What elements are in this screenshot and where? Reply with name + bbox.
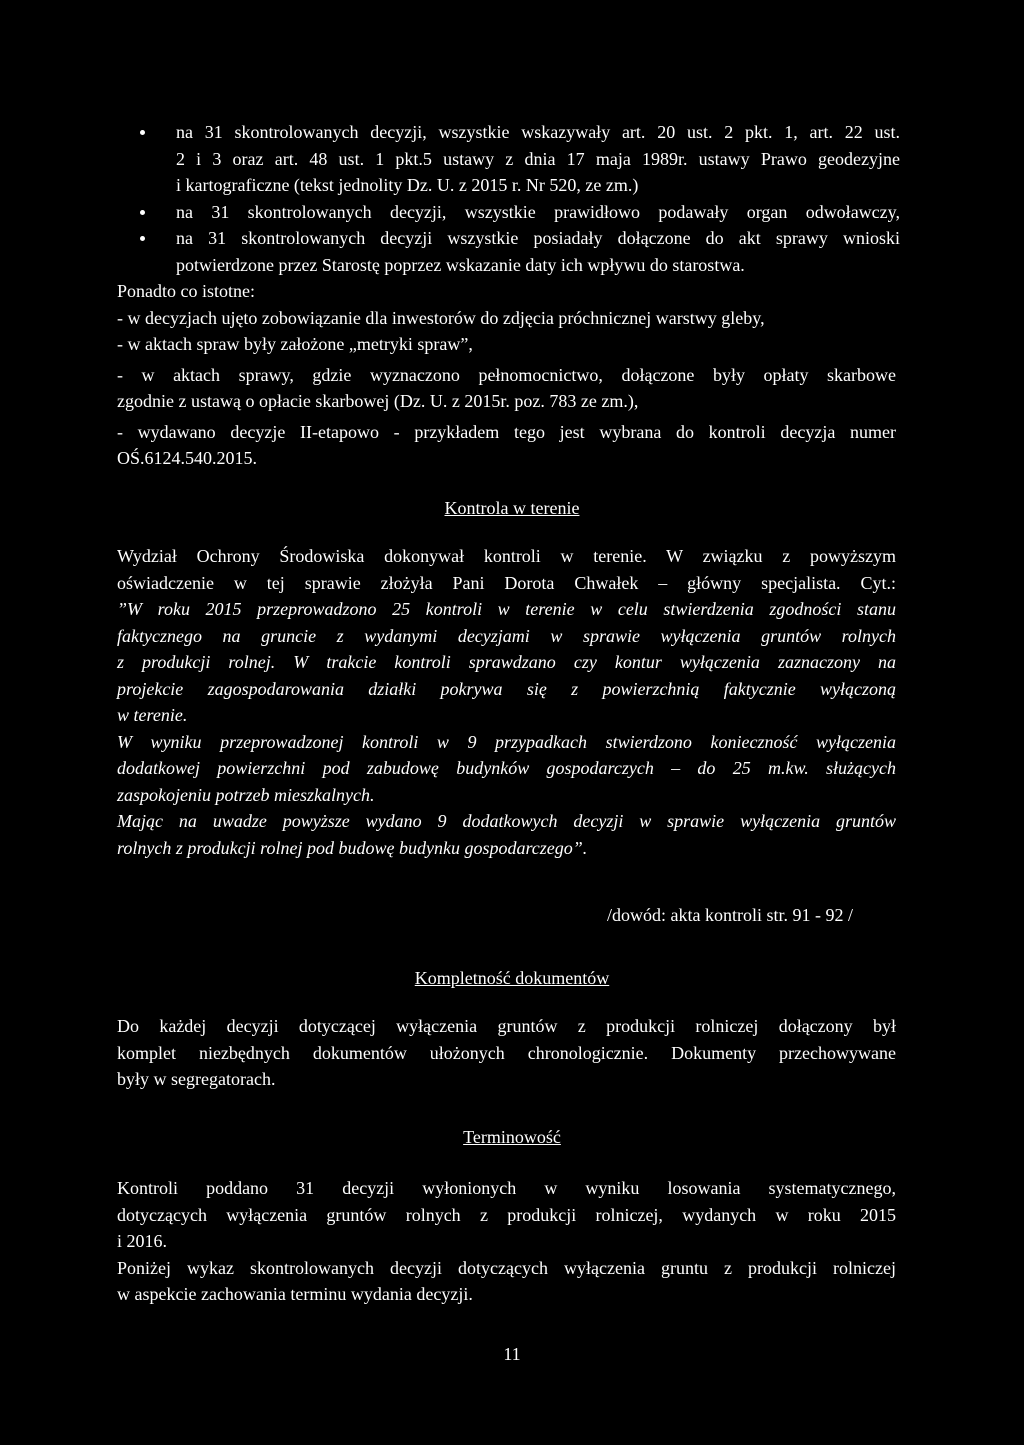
text-line: na 31 skontrolowanych decyzji wszystkie posiadały dołączone do akt sprawy wnioski bbox=[176, 228, 900, 248]
text-line: w aspekcie zachowania terminu wydania decyzji. bbox=[117, 1284, 473, 1304]
text-line: Kontroli poddano 31 decyzji wyłonionych w wyniku losowania systematycznego, bbox=[117, 1178, 896, 1198]
note-item-cont: OŚ.6124.540.2015. bbox=[117, 448, 258, 468]
list-item bbox=[140, 199, 900, 226]
text-line: Wydział Ochrony Środowiska dokonywał kontroli w terenie. W związku z powyższym bbox=[117, 546, 896, 566]
timeliness-text bbox=[117, 1175, 896, 1308]
quote-line: w terenie. bbox=[117, 705, 188, 725]
findings-list bbox=[140, 119, 900, 278]
note-item: - wydawano decyzje II-etapowo - przykładem tego jest wybrana do kontroli decyzja numer bbox=[117, 421, 896, 442]
quote-line: dodatkowej powierzchni pod zabudowę budynków gospodarczych – do 25 m.kw. służących bbox=[117, 758, 896, 778]
text-line: dotyczących wyłączenia gruntów rolnych z produkcji rolniczej, wydanych w roku 2015 bbox=[117, 1204, 896, 1225]
text-line: potwierdzone przez Starostę poprzez wskazanie daty ich wpływu do starostwa. bbox=[176, 254, 745, 275]
note-item: - w decyzjach ujęto zobowiązanie dla inwestorów do zdjęcia próchnicznej warstwy gleby, bbox=[117, 307, 765, 328]
text-line: Do każdej decyzji dotyczącej wyłączenia gruntów z produkcji rolniczej dołączony był bbox=[117, 1016, 896, 1036]
quote-line: W wyniku przeprowadzonej kontroli w 9 przypadkach stwierdzono konieczność wyłączenia bbox=[117, 731, 896, 752]
quote-line: ”W roku 2015 przeprowadzono 25 kontroli w terenie w celu stwierdzenia zgodności stanu bbox=[117, 599, 896, 619]
text-line: Poniżej wykaz skontrolowanych decyzji dotyczących wyłączenia gruntu z produkcji rolniczej bbox=[117, 1257, 896, 1278]
notes-block bbox=[117, 278, 896, 472]
quote-line: faktycznego na gruncie z wydanymi decyzjami w sprawie wyłączenia gruntów rolnych bbox=[117, 625, 896, 646]
quote-line: Mając na uwadze powyższe wydano 9 dodatkowych decyzji w sprawie wyłączenia gruntów bbox=[117, 811, 896, 831]
list-item bbox=[140, 119, 900, 199]
quote-line: rolnych z produkcji rolnej pod budowę budynku gospodarczego”. bbox=[117, 837, 588, 858]
heading-timeliness: Terminowość bbox=[463, 1127, 561, 1147]
text-line: i 2016. bbox=[117, 1231, 168, 1251]
notes-intro: Ponadto co istotne: bbox=[117, 281, 255, 301]
text-line: oświadczenie w tej sprawie złożyła Pani Dorota Chwałek – główny specjalista. Cyt.: bbox=[117, 572, 896, 593]
note-item: - w aktach spraw były założone „metryki spraw”, bbox=[117, 334, 473, 354]
note-item-cont: zgodnie z ustawą o opłacie skarbowej (Dz. U. z 2015r. poz. 783 ze zm.), bbox=[117, 391, 639, 411]
text-line: komplet niezbędnych dokumentów ułożonych chronologicznie. Dokumenty przechowywane bbox=[117, 1042, 896, 1063]
heading-field-inspection: Kontrola w terenie bbox=[444, 498, 580, 518]
evidence-reference: /dowód: akta kontroli str. 91 - 92 / bbox=[607, 905, 853, 925]
note-item: - w aktach sprawy, gdzie wyznaczono pełnomocnictwo, dołączone były opłaty skarbowe bbox=[117, 364, 896, 385]
text-line: na 31 skontrolowanych decyzji, wszystkie wskazywały art. 20 ust. 2 pkt. 1, art. 22 ust. bbox=[176, 122, 900, 142]
quote-line: zaspokojeniu potrzeb mieszkalnych. bbox=[117, 784, 375, 805]
quote-block bbox=[117, 596, 896, 861]
quote-line: z produkcji rolnej. W trakcie kontroli sprawdzano czy kontur wyłączenia zaznaczony na bbox=[117, 652, 896, 672]
page-number: 11 bbox=[503, 1344, 521, 1364]
text-line: były w segregatorach. bbox=[117, 1069, 276, 1089]
field-inspection-text bbox=[117, 543, 896, 596]
completeness-text bbox=[117, 1013, 896, 1093]
heading-completeness: Kompletność dokumentów bbox=[414, 968, 610, 988]
list-item bbox=[140, 225, 900, 278]
text-line: 2 i 3 oraz art. 48 ust. 1 pkt.5 ustawy z dnia 17 maja 1989r. ustawy Prawo geodezyjne bbox=[176, 148, 900, 169]
text-line: i kartograficzne (tekst jednolity Dz. U. z 2015 r. Nr 520, ze zm.) bbox=[176, 175, 639, 195]
text-line: na 31 skontrolowanych decyzji, wszystkie prawidłowo podawały organ odwoławczy, bbox=[176, 201, 900, 222]
quote-line: projekcie zagospodarowania działki pokrywa się z powierzchnią faktycznie wyłączoną bbox=[117, 678, 896, 699]
